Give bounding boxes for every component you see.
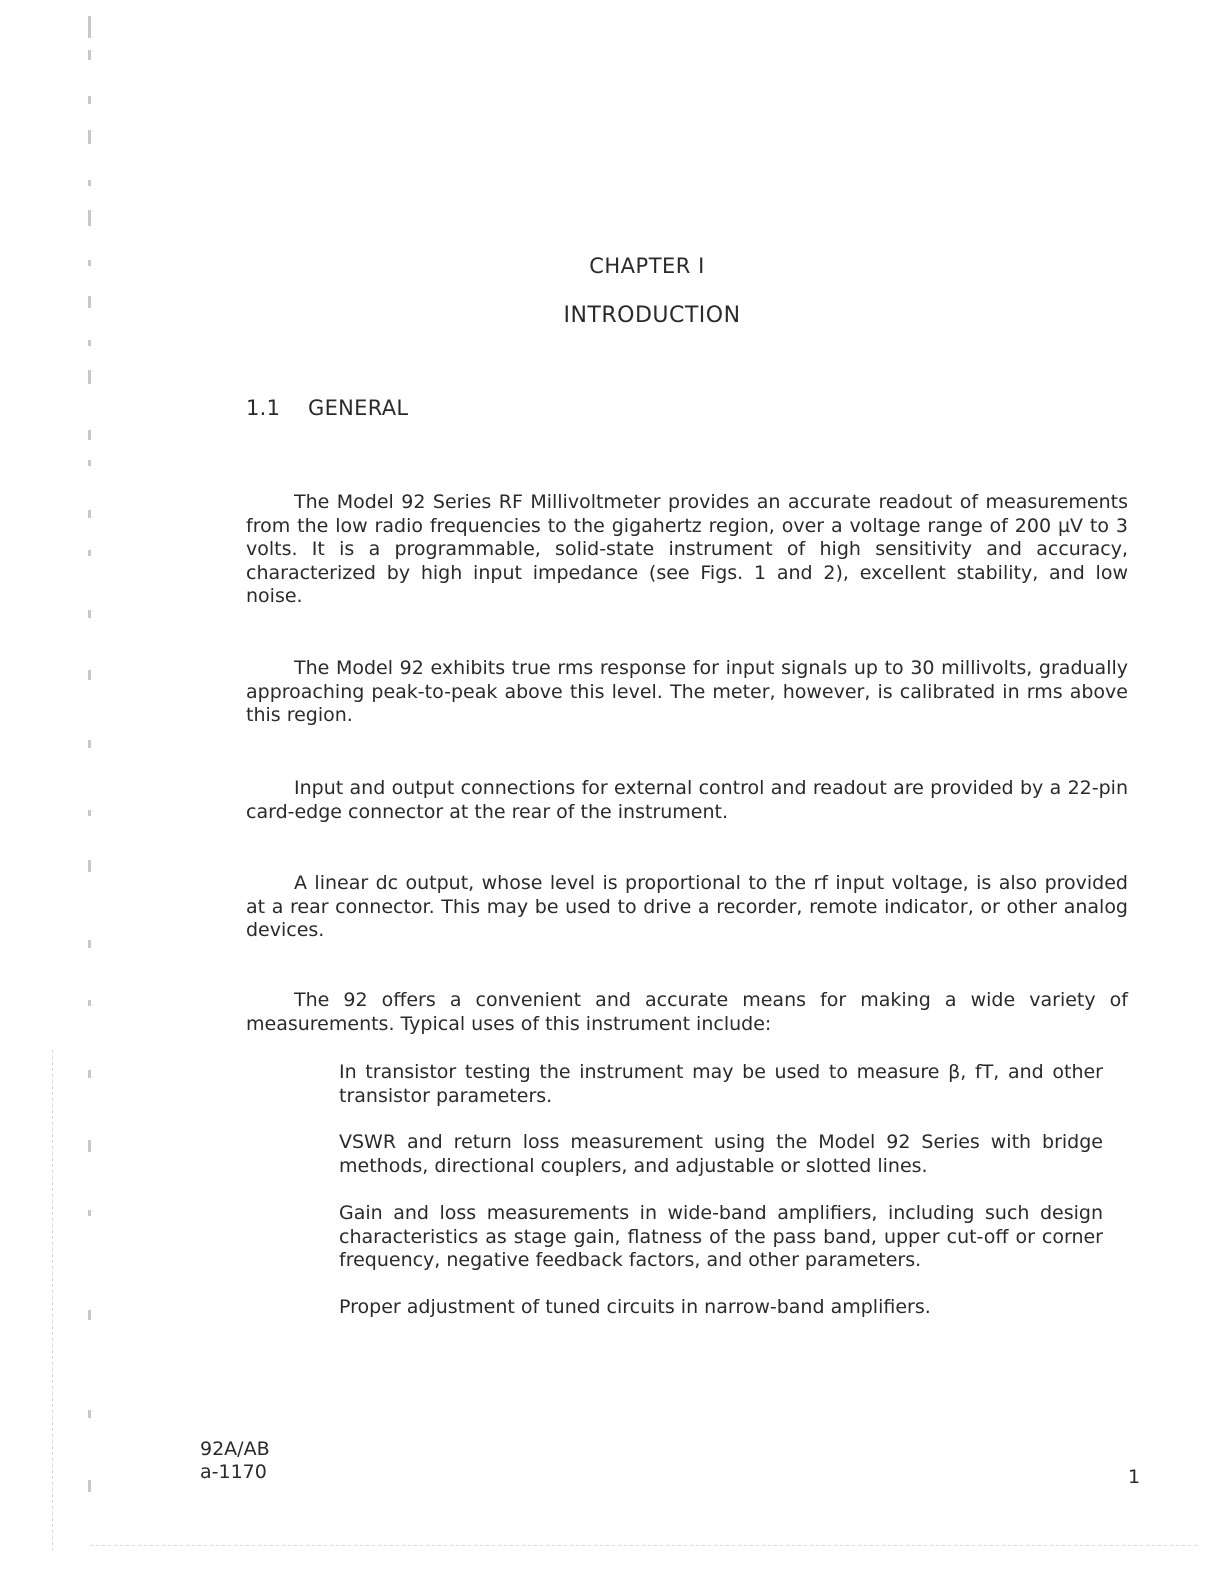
section-number: 1.1 [246,396,281,420]
scan-margin-marks [82,10,98,1570]
use-case-item: Proper adjustment of tuned circuits in narrow-band amplifiers. [339,1296,931,1318]
footer-code-block [200,1438,270,1484]
paragraph-rms-response: The Model 92 exhibits true rms response for input signals up to 30 millivolts, gradually approaching peak-to-peak above this level. The meter, however, is calibrated in rms above this region. [246,657,1128,726]
paragraph-overview: The Model 92 Series RF Millivoltmeter provides an accurate readout of measurements from the low radio frequencies to the gigahertz region, over a voltage range of 200 µV to 3 volts. It is a programmable, solid-state instrument of high sensitivity and accuracy, characterized by high input impedance (see Figs. 1 and 2), excellent stability, and low noise. [246,491,1128,607]
page-number: 1 [1128,1466,1141,1488]
paragraph-typical-uses: The 92 offers a convenient and accurate means for making a wide variety of measurements. Typical uses of this instrument include: [246,989,1128,1035]
use-case-item: In transistor testing the instrument may be used to measure β, fT, and other transistor parameters. [339,1061,1103,1107]
chapter-subtitle: INTRODUCTION [563,303,741,328]
footer-model: 92A/AB [200,1438,270,1460]
paragraph-dc-output: A linear dc output, whose level is proportional to the rf input voltage, is also provided at a rear connector. This may be used to drive a recorder, remote indicator, or other analog devices. [246,872,1128,941]
use-case-item: Gain and loss measurements in wide-band amplifiers, including such design characteristics as stage gain, flatness of the pass band, upper cut-off or corner frequency, negative feedback factors, and other parameters. [339,1202,1103,1271]
section-title: GENERAL [308,396,409,420]
use-case-item: VSWR and return loss measurement using the Model 92 Series with bridge methods, directional couplers, and adjustable or slotted lines. [339,1131,1103,1177]
paragraph-connections: Input and output connections for external control and readout are provided by a 22-pin card-edge connector at the rear of the instrument. [246,777,1128,823]
footer-doc-code: a-1170 [200,1461,267,1483]
scan-left-rule [52,1050,53,1550]
chapter-title: CHAPTER I [589,254,705,278]
scan-bottom-rule [90,1545,1200,1546]
section-heading [246,396,408,420]
